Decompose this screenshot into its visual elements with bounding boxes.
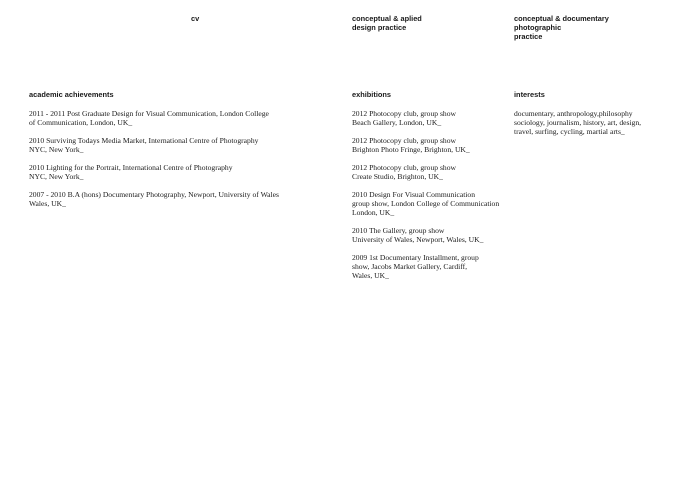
academic-entry: 2011 - 2011 Post Graduate Design for Visual Communication, London College of Communication, London, UK_ [29,109,269,127]
nav-link-documentary-line: practice [514,32,543,41]
interests-heading: interests [514,90,545,99]
exhibition-entry: 2012 Photocopy club, group show Beach Gallery, London, UK_ [352,109,456,127]
interests-text: documentary, anthropology,philosophy sociology, journalism, history, art, design, travel, surfing, cycling, martial arts_ [514,109,642,136]
academic-heading: academic achievements [29,90,114,99]
nav-link-documentary-line: conceptual & documentary [514,14,609,23]
exhibition-entry: 2009 1st Documentary Installment, group show, Jacobs Market Gallery, Cardiff, Wales, UK_ [352,253,479,280]
nav-link-documentary-line: photographic [514,23,562,32]
nav-link-cv[interactable]: cv [191,14,200,23]
exhibition-entry: 2010 Design For Visual Communication group show, London College of Communication London, UK_ [352,190,500,217]
exhibitions-list [352,109,507,289]
exhibition-entry: 2012 Photocopy club, group show Brighton Photo Fringe, Brighton, UK_ [352,136,470,154]
exhibition-entry: 2010 The Gallery, group show University of Wales, Newport, Wales, UK_ [352,226,484,244]
academic-entry: 2010 Surviving Todays Media Market, International Centre of Photography NYC, New York_ [29,136,259,154]
nav-link-documentary-practice[interactable] [514,14,634,41]
nav-link-design-practice[interactable] [352,14,472,32]
exhibitions-heading: exhibitions [352,90,392,99]
nav-link-design-line: conceptual & aplied [352,14,422,23]
academic-entry: 2007 - 2010 B.A (hons) Documentary Photography, Newport, University of Wales Wales, UK_ [29,190,279,208]
exhibition-entry: 2012 Photocopy club, group show Create Studio, Brighton, UK_ [352,163,456,181]
academic-entry: 2010 Lighting for the Portrait, International Centre of Photography NYC, New York_ [29,163,233,181]
interests-list [514,109,644,145]
nav-link-design-line: design practice [352,23,407,32]
academic-list [29,109,329,217]
